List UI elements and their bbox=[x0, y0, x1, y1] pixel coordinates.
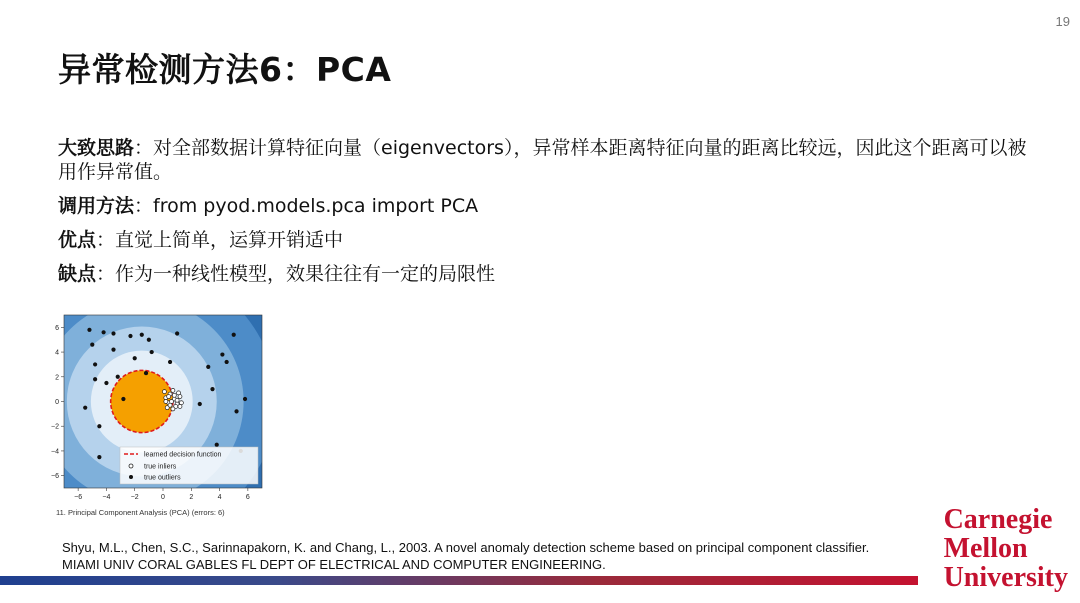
outlier-point bbox=[83, 406, 87, 410]
y-tick-label: 4 bbox=[55, 349, 59, 357]
legend-outlier-label: true outliers bbox=[144, 474, 181, 482]
outlier-point bbox=[111, 331, 115, 335]
y-tick-label: −2 bbox=[51, 423, 59, 431]
outlier-point bbox=[198, 402, 202, 406]
outlier-point bbox=[243, 397, 247, 401]
x-tick-label: −6 bbox=[74, 494, 83, 501]
legend-outlier-swatch bbox=[129, 475, 133, 479]
inlier-point bbox=[178, 404, 182, 408]
outlier-point bbox=[232, 333, 236, 337]
bullet-label: 调用方法 bbox=[58, 195, 135, 217]
outlier-point bbox=[150, 350, 154, 354]
outlier-point bbox=[111, 348, 115, 352]
legend-inlier-label: true inliers bbox=[144, 463, 177, 471]
bullet-usage bbox=[58, 194, 1038, 218]
outlier-point bbox=[133, 356, 137, 360]
reference-line-1: Shyu, M.L., Chen, S.C., Sarinnapakorn, K. and Chang, L., 2003. A novel anomaly detection scheme based on principal component classifier. bbox=[62, 540, 870, 555]
bullet-sep: ： bbox=[134, 137, 154, 159]
outlier-point bbox=[90, 343, 94, 347]
bullet-text: 直觉上简单，运算开销适中 bbox=[115, 229, 344, 251]
y-tick-label: 2 bbox=[55, 374, 59, 382]
outlier-point bbox=[97, 424, 101, 428]
x-tick-label: −4 bbox=[102, 494, 111, 501]
slide-content bbox=[58, 136, 1038, 296]
outlier-point bbox=[175, 331, 179, 335]
outlier-point bbox=[97, 455, 101, 459]
inlier-point bbox=[171, 388, 175, 392]
bullet-idea bbox=[58, 136, 1038, 184]
outlier-point bbox=[116, 375, 120, 379]
outlier-point bbox=[210, 387, 214, 391]
pca-chart bbox=[40, 310, 280, 510]
x-tick-label: 6 bbox=[245, 494, 250, 501]
outlier-point bbox=[93, 362, 97, 366]
bullet-text: from pyod.models.pca import PCA bbox=[153, 195, 479, 217]
outlier-point bbox=[128, 334, 132, 338]
outlier-point bbox=[234, 409, 238, 413]
reference-line-2: MIAMI UNIV CORAL GABLES FL DEPT OF ELECTRICAL AND COMPUTER ENGINEERING. bbox=[62, 557, 606, 572]
outlier-point bbox=[215, 443, 219, 447]
bullet-sep: ： bbox=[96, 263, 116, 285]
outlier-point bbox=[140, 333, 144, 337]
outlier-point bbox=[121, 397, 125, 401]
outlier-point bbox=[102, 330, 106, 334]
inlier-point bbox=[164, 400, 168, 404]
inlier-point bbox=[162, 390, 166, 394]
inlier-point bbox=[177, 391, 181, 395]
bullet-text: 对全部数据计算特征向量（eigenvectors），异常样本距离特征向量的距离比较远，因此这个距离可以被用作异常值。 bbox=[58, 137, 1027, 183]
x-tick-label: 4 bbox=[217, 494, 222, 501]
inlier-point bbox=[171, 407, 175, 411]
bullet-label: 缺点 bbox=[58, 263, 97, 285]
bullet-text: 作为一种线性模型，效果往往有一定的局限性 bbox=[115, 263, 496, 285]
inlier-point bbox=[172, 393, 176, 397]
x-tick-label: −2 bbox=[130, 494, 139, 501]
reference bbox=[62, 539, 942, 573]
page-number: 19 bbox=[1055, 14, 1070, 29]
outlier-point bbox=[206, 365, 210, 369]
outlier-point bbox=[87, 328, 91, 332]
y-tick-label: 6 bbox=[55, 324, 59, 332]
page-title: 异常检测方法6：PCA bbox=[58, 50, 392, 89]
legend bbox=[120, 447, 258, 484]
bullet-sep: ： bbox=[134, 195, 154, 217]
outlier-point bbox=[220, 352, 224, 356]
pca-figure bbox=[40, 310, 280, 520]
x-tick-label: 0 bbox=[161, 494, 165, 501]
logo-line-2: Mellon bbox=[943, 533, 1028, 564]
legend-inlier-swatch bbox=[129, 464, 133, 468]
logo-line-1: Carnegie bbox=[943, 504, 1053, 535]
outlier-point bbox=[144, 371, 148, 375]
bullet-cons bbox=[58, 262, 1038, 286]
outlier-point bbox=[93, 377, 97, 381]
bullet-sep: ： bbox=[96, 229, 116, 251]
legend-decision-label: learned decision function bbox=[144, 451, 222, 459]
bullet-label: 大致思路 bbox=[58, 137, 135, 159]
inlier-point bbox=[167, 395, 171, 399]
x-tick-label: 2 bbox=[189, 494, 194, 501]
inlier-point bbox=[175, 398, 179, 402]
cmu-logo bbox=[944, 505, 1068, 592]
logo-line-3: University bbox=[943, 562, 1068, 593]
outlier-point bbox=[104, 381, 108, 385]
outlier-point bbox=[168, 360, 172, 364]
figure-caption: 11. Principal Component Analysis (PCA) (errors: 6) bbox=[56, 508, 225, 517]
outlier-point bbox=[147, 338, 151, 342]
y-tick-label: 0 bbox=[55, 399, 59, 406]
outlier-point bbox=[225, 360, 229, 364]
bullet-pros bbox=[58, 228, 1038, 252]
bullet-label: 优点 bbox=[58, 229, 97, 251]
y-tick-label: −6 bbox=[51, 473, 59, 481]
footer-gradient-bar bbox=[0, 576, 918, 585]
y-tick-label: −4 bbox=[51, 448, 59, 456]
inlier-point bbox=[168, 403, 172, 407]
